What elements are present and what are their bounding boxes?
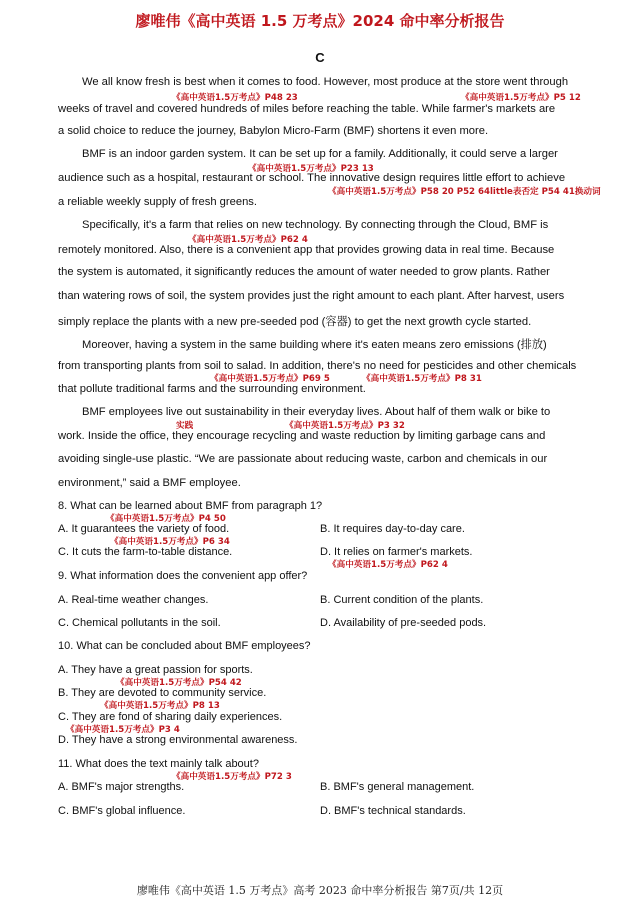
passage-line: Moreover, having a system in the same building where it's eaten means zero emissions (排放): [82, 339, 547, 351]
annotation: 《高中英语1.5万考点》P8 31: [362, 374, 482, 384]
option-a[interactable]: A. BMF's major strengths.: [58, 781, 185, 793]
passage-line: avoiding single-use plastic. “We are passionate about reducing waste, carbon and chemicals in our: [58, 453, 548, 465]
passage-line: simply replace the plants with a new pre-seeded pod (容器) to get the next growth cycle started.: [58, 316, 532, 328]
page-footer: 廖唯伟《高中英语 1.5 万考点》高考 2023 命中率分析报告 第7页/共 12页: [136, 884, 504, 897]
passage-line: than watering rows of soil, the system provides just the right amount to each plant. After harvest, users: [58, 290, 565, 302]
annotation: 实践: [176, 421, 194, 431]
option-b[interactable]: B. BMF's general management.: [320, 781, 475, 793]
annotation: 《高中英语1.5万考点》P62 4: [328, 560, 448, 570]
passage-line: that pollute traditional farms and the surrounding environment.: [58, 383, 366, 395]
option-a[interactable]: A. They have a great passion for sports.: [58, 664, 253, 676]
passage-line: environment,” said a BMF employee.: [58, 477, 241, 489]
annotation: 《高中英语1.5万考点》P8 13: [100, 701, 220, 711]
passage-line: work. Inside the office, they encourage recycling and waste reduction by limiting garbage cans and: [58, 430, 546, 442]
passage-line: remotely monitored. Also, there is a convenient app that provides growing data in real time. Because: [58, 244, 555, 256]
option-d[interactable]: D. Availability of pre-seeded pods.: [320, 617, 487, 629]
annotation: 《高中英语1.5万考点》P58 20 P52 64little表否定 P54 41换动词: [328, 187, 601, 197]
passage-line: We all know fresh is best when it comes to food. However, most produce at the store went through: [82, 76, 569, 88]
option-d[interactable]: D. BMF's technical standards.: [320, 805, 466, 817]
passage-line: Specifically, it's a farm that relies on new technology. By connecting through the Cloud, BMF is: [82, 219, 549, 231]
passage-line: from transporting plants from soil to salad. In addition, there's no need for pesticides and other chemicals: [58, 360, 577, 372]
passage-line: a reliable weekly supply of fresh greens.: [58, 196, 257, 208]
option-b[interactable]: B. Current condition of the plants.: [320, 594, 484, 606]
passage-line: a solid choice to reduce the journey, Babylon Micro-Farm (BMF) shortens it even more.: [58, 125, 489, 137]
section-label: C: [315, 50, 325, 65]
passage-line: BMF employees live out sustainability in their everyday lives. About half of them walk or bike to: [82, 406, 551, 418]
option-a[interactable]: A. Real-time weather changes.: [58, 594, 209, 606]
option-c[interactable]: C. They are fond of sharing daily experiences.: [58, 711, 283, 723]
option-c[interactable]: C. Chemical pollutants in the soil.: [58, 617, 221, 629]
option-d[interactable]: D. They have a strong environmental awareness.: [58, 734, 298, 746]
passage-line: audience such as a hospital, restaurant or school. The innovative design requires little effort to achieve: [58, 172, 566, 184]
annotation: 《高中英语1.5万考点》P62 4: [188, 235, 308, 245]
annotation: 《高中英语1.5万考点》P69 5: [210, 374, 330, 384]
annotation: 《高中英语1.5万考点》P72 3: [172, 772, 292, 782]
question-stem: 9. What information does the convenient app offer?: [58, 570, 308, 582]
option-b[interactable]: B. It requires day-to-day care.: [320, 523, 465, 535]
annotation: 《高中英语1.5万考点》P3 32: [285, 421, 405, 431]
option-b[interactable]: B. They are devoted to community service.: [58, 687, 267, 699]
annotation: 《高中英语1.5万考点》P5 12: [461, 93, 581, 103]
passage-line: weeks of travel and covered hundreds of miles before reaching the table. While farmer's markets are: [58, 103, 556, 115]
option-c[interactable]: C. It cuts the farm-to-table distance.: [58, 546, 233, 558]
question-stem: 10. What can be concluded about BMF employees?: [58, 640, 311, 652]
option-d[interactable]: D. It relies on farmer's markets.: [320, 546, 473, 558]
page-title: 廖唯伟《高中英语 1.5 万考点》2024 命中率分析报告: [135, 12, 505, 30]
annotation: 《高中英语1.5万考点》P3 4: [66, 725, 180, 735]
passage-line: BMF is an indoor garden system. It can be set up for a family. Additionally, it could serve a larger: [82, 148, 558, 160]
question-stem: 11. What does the text mainly talk about?: [58, 758, 259, 770]
option-a[interactable]: A. It guarantees the variety of food.: [58, 523, 230, 535]
annotation: 《高中英语1.5万考点》P6 34: [110, 537, 230, 547]
question-stem: 8. What can be learned about BMF from paragraph 1?: [58, 500, 323, 512]
annotation: 《高中英语1.5万考点》P4 50: [106, 514, 226, 524]
annotation: 《高中英语1.5万考点》P54 42: [116, 678, 242, 688]
annotation: 《高中英语1.5万考点》P23 13: [248, 164, 374, 174]
annotation: 《高中英语1.5万考点》P48 23: [172, 93, 298, 103]
option-c[interactable]: C. BMF's global influence.: [58, 805, 186, 817]
passage-line: the system is automated, it significantly reduces the amount of water needed to grow plants. Rather: [58, 266, 550, 278]
